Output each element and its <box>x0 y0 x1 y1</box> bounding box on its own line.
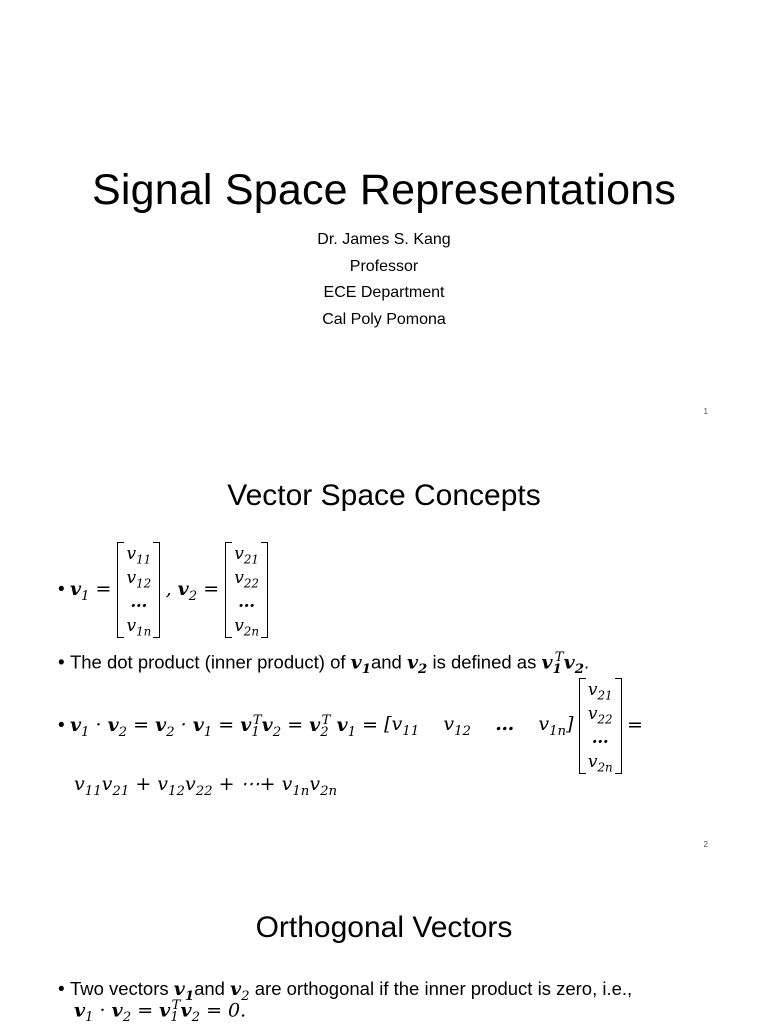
matrix-entry: $v_{21}$ <box>234 544 259 567</box>
author-department: ECE Department <box>323 284 445 301</box>
v2-column-matrix <box>225 542 268 638</box>
matrix-entry: … <box>238 592 256 612</box>
bullet-vector-definitions: • $v_1$ = $v_{11}$ $v_{12}$ … $v_{1n}$ , $v_2$ = $v_{21}$ $v_{22}$ … $v_{2n}$ <box>58 542 268 638</box>
v1-row-matrix: [$v_{11}$ $v_{12}$ … $v_{1n}$] <box>384 713 574 739</box>
orthogonal-condition: $v_1 \cdot v_2 = v_1^Tv_2 = 0$. <box>74 998 247 1025</box>
slide-title: Vector Space Concepts <box>227 479 541 512</box>
slide-3 <box>0 864 768 1024</box>
matrix-entry: $v_{1n}$ <box>126 616 152 639</box>
slide-2 <box>0 432 768 864</box>
slide-title: Signal Space Representations <box>91 166 677 214</box>
v2-column-matrix <box>579 678 622 774</box>
slide-1 <box>0 0 768 432</box>
author-name: Dr. James S. Kang <box>317 231 451 248</box>
matrix-entry: $v_{2n}$ <box>234 616 260 639</box>
bullet-dot-product-definition: • The dot product (inner product) of $v_1and$ $v_2$ is defined as $v_1^Tv_2$. <box>58 650 590 678</box>
matrix-entry: $v_{21}$ <box>587 680 613 703</box>
author-position: Professor <box>349 257 419 275</box>
matrix-entry: $v_{22}$ <box>587 704 613 727</box>
author-block <box>0 227 768 333</box>
matrix-entry: … <box>130 592 148 612</box>
v1-column-matrix <box>117 542 160 638</box>
matrix-entry: $v_{12}$ <box>126 568 152 591</box>
page-number: 1 <box>703 407 708 416</box>
matrix-entry: $v_{2n}$ <box>587 752 613 775</box>
matrix-entry: $v_{11}$ <box>126 544 152 567</box>
author-institution: Cal Poly Pomona <box>322 310 446 328</box>
matrix-entry: $v_{22}$ <box>234 568 259 591</box>
page-number: 2 <box>703 840 708 849</box>
bullet-dot-product-identity: • $v_1 \cdot v_2 = v_2 \cdot v_1 = v_1^Tv_2 = v_2^T$ $v_1 = [v_{11}$ $v_{12}$ … $v_{1n}$] $v_{21}$ $v_{22}$ … $v_{2n}$ = <box>58 680 643 775</box>
matrix-entry: … <box>591 728 609 748</box>
slide-title: Orthogonal Vectors <box>255 911 513 944</box>
bullet-orthogonal-definition: • Two vectors $v_1and$ $v_2$ are orthogonal if the inner product is zero, i.e., <box>58 978 633 1004</box>
dot-product-expansion: $v_{11}v_{21} + v_{12}v_{22}$ + ⋯+ $v_{1n}v_{2n}$ <box>74 773 338 799</box>
